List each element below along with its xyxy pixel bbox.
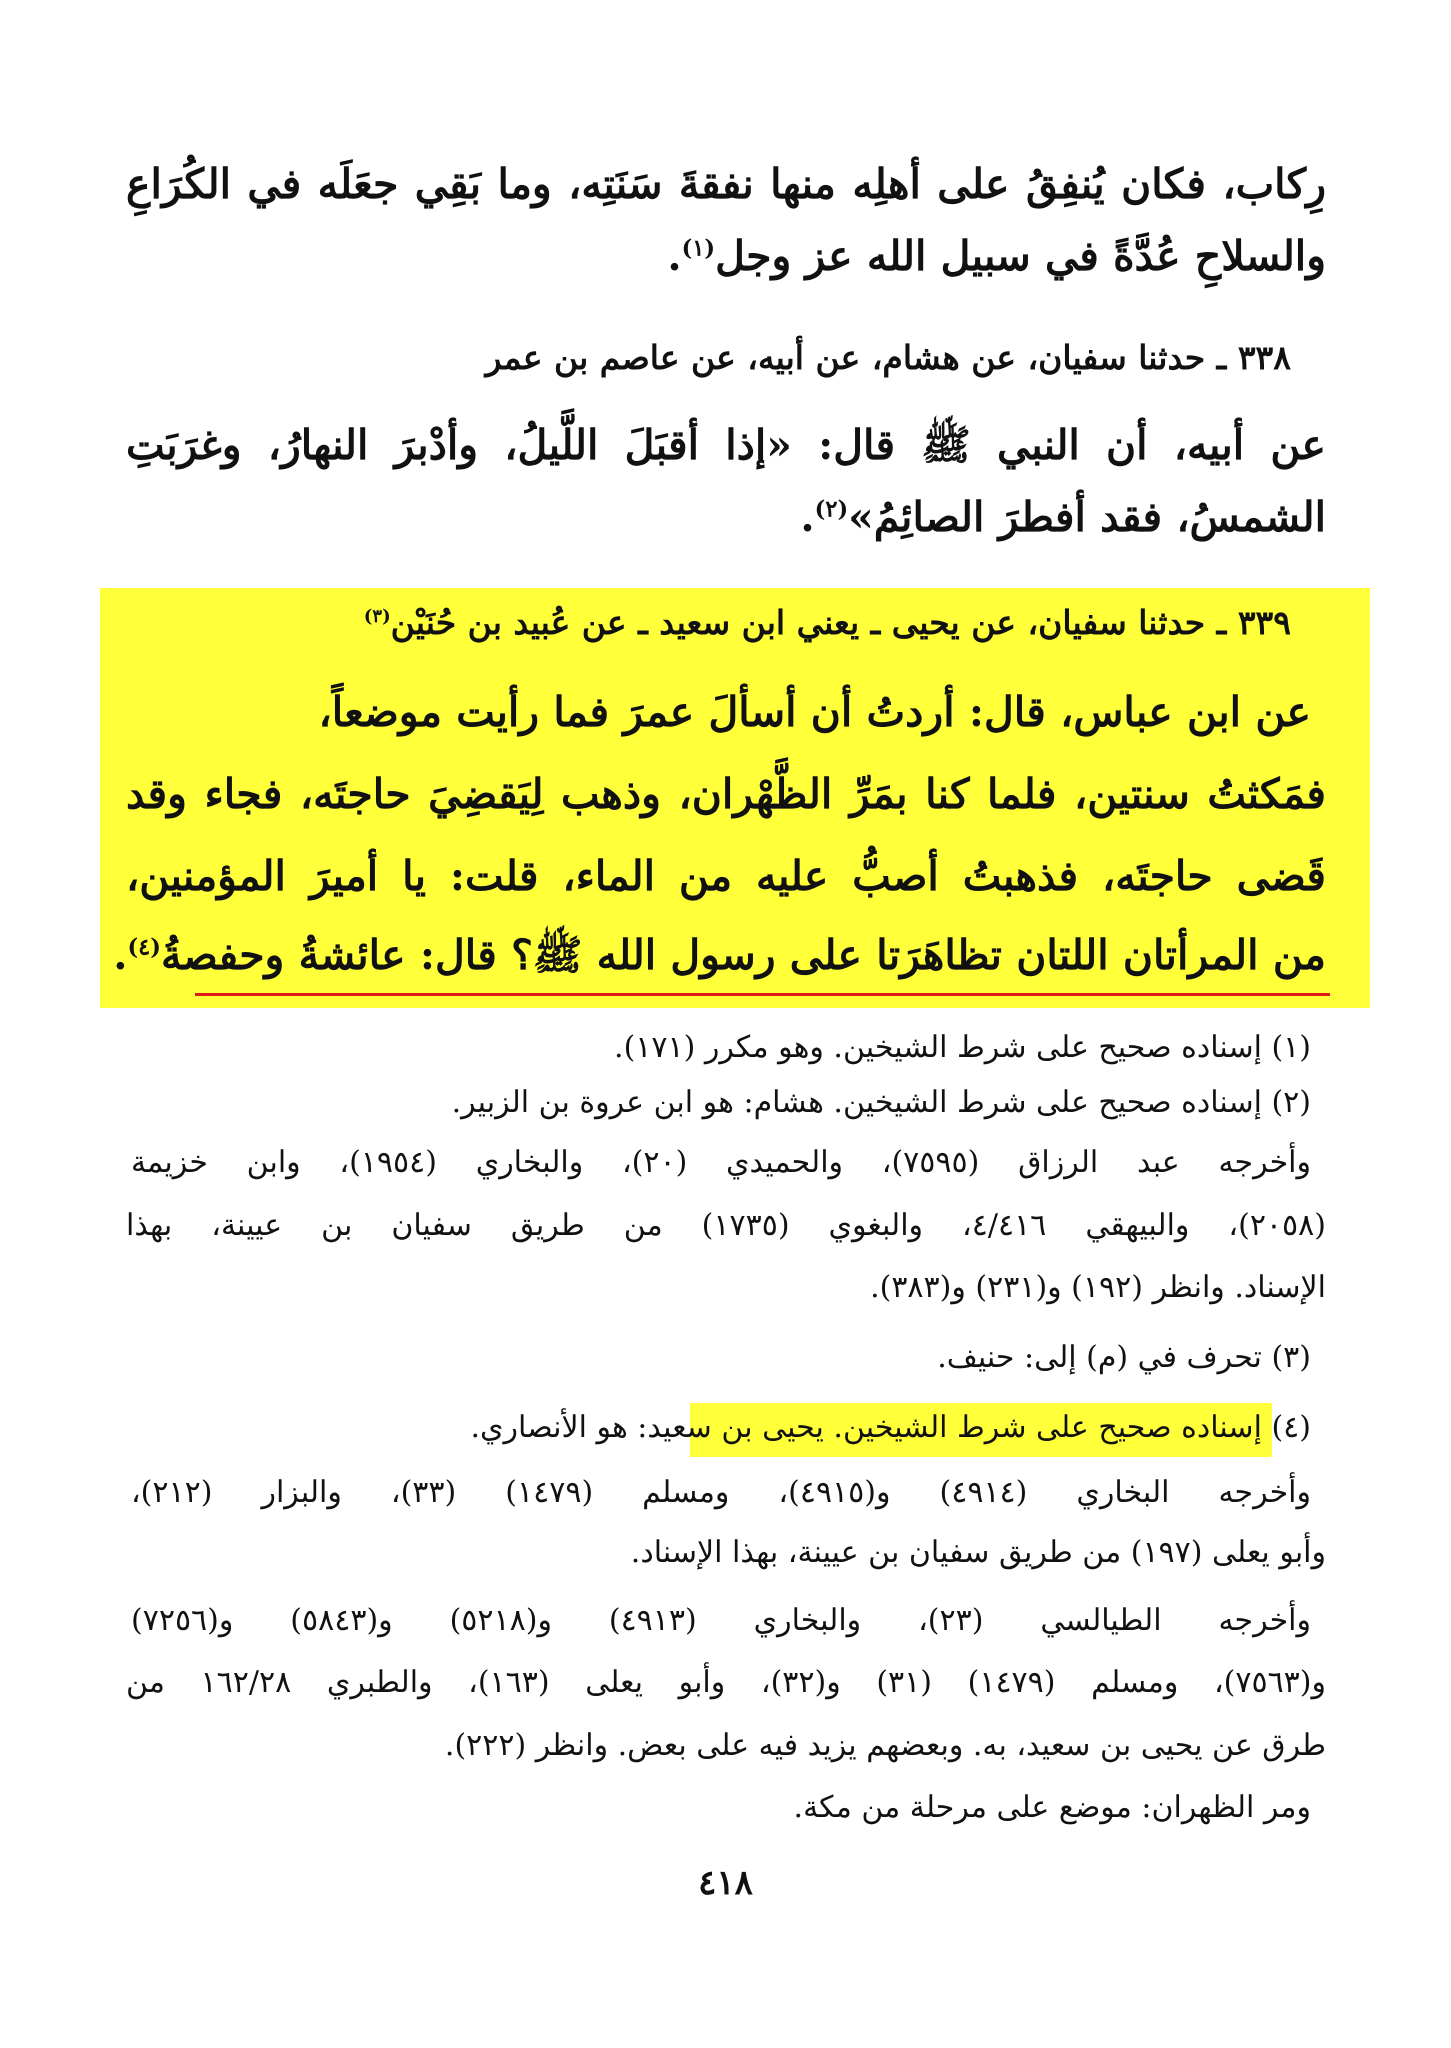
text-span: . (113, 931, 128, 979)
text-line (113, 930, 1326, 990)
footnote-line: ومر الظهران: موضع على مرحلة من مكة. (793, 1790, 1311, 1825)
footnote-ref: (٢) (814, 496, 849, 523)
footnote-ref: (٤) (127, 934, 161, 961)
footnote-1: (١) إسناده صحيح على شرط الشيخين. وهو مكرر (١٧١). (614, 1030, 1311, 1065)
text-line: عن أبيه، أن النبي ﷺ قال: «إذا أقبَلَ اللَّيلُ، وأدْبرَ النهارُ، وغرَبَتِ (126, 421, 1326, 469)
footnote-line: (٢٠٥٨)، والبيهقي ٤/٤١٦، والبغوي (١٧٣٥) من طريق سفيان بن عيينة، بهذا (126, 1208, 1326, 1243)
footnote-line: وأخرجه البخاري (٤٩١٤) و(٤٩١٥)، ومسلم (١٤٧٩) (٣٣)، والبزار (٢١٢)، (131, 1475, 1311, 1510)
footnote-line: طرق عن يحيى بن سعيد، به. وبعضهم يزيد فيه على بعض. وانظر (٢٢٢). (444, 1728, 1326, 1763)
footnote-4-highlighted: (٤) إسناده صحيح على شرط الشيخين. (833, 1410, 1311, 1445)
footnote-line: وأبو يعلى (١٩٧) من طريق سفيان بن عيينة، بهذا الإسناد. (630, 1535, 1326, 1570)
hadith-339-heading (91, 603, 1291, 642)
text-span: والسلاحِ عُدَّةً في سبيل الله عز وجل (715, 232, 1326, 280)
footnote-ref: (١) (681, 235, 716, 262)
footnote-line: الإسناد. وانظر (١٩٢) و(٢٣١) و(٣٨٣). (870, 1270, 1326, 1305)
text-line: قَضى حاجتَه، فذهبتُ أصبُّ عليه من الماء، قلت: يا أميرَ المؤمنين، (126, 852, 1326, 900)
page-number: ٤١٨ (698, 1863, 753, 1903)
footnote-4 (111, 1410, 1311, 1445)
text-line: عن ابن عباس، قال: أردتُ أن أسألَ عمرَ فما رأيت موضعاً، (318, 688, 1311, 736)
footnote-line: وأخرجه الطيالسي (٢٣)، والبخاري (٤٩١٣) و(٥٢١٨) و(٥٨٤٣) و(٧٢٥٦) (131, 1603, 1312, 1638)
text-line (126, 493, 1326, 541)
footnote-line: و(٧٥٦٣)، ومسلم (١٤٧٩) (٣١) و(٣٢)، وأبو يعلى (١٦٣)، والطبري ١٦٢/٢٨ من (126, 1665, 1326, 1700)
text-line (126, 232, 1326, 280)
text-span: يحيى بن سعيد: هو الأنصاري. (470, 1410, 824, 1445)
footnote-line: وأخرجه عبد الرزاق (٧٥٩٥)، والحميدي (٢٠)، والبخاري (١٩٥٤)، وابن خزيمة (131, 1145, 1311, 1180)
hadith-338-heading: ٣٣٨ ـ حدثنا سفيان، عن هشام، عن أبيه، عن عاصم بن عمر (485, 338, 1291, 377)
text-span: . (667, 232, 682, 280)
text-span: الشمسُ، فقد أفطرَ الصائِمُ» (848, 493, 1326, 541)
footnote-ref: (٣) (363, 606, 391, 627)
footnote-2: (٢) إسناده صحيح على شرط الشيخين. هشام: هو ابن عروة بن الزبير. (451, 1085, 1311, 1120)
red-underline (195, 993, 1330, 996)
text-line: رِكاب، فكان يُنفِقُ على أهلِه منها نفقةَ سَنَتِه، وما بَقِي جعَلَه في الكُرَاعِ (126, 160, 1326, 208)
footnote-3: (٣) تحرف في (م) إلى: حنيف. (937, 1340, 1311, 1375)
text-span: . (800, 493, 815, 541)
text-span: من المرأتان اللتان تظاهَرَتا على رسول الله ﷺ؟ قال: عائشةُ وحفصةُ (160, 931, 1326, 979)
text-line: فمَكثتُ سنتين، فلما كنا بمَرِّ الظَّهْران، وذهب لِيَقضِيَ حاجتَه، فجاء وقد (126, 770, 1326, 818)
text-span: ٣٣٩ ـ حدثنا سفيان، عن يحيى ـ يعني ابن سعيد ـ عن عُبيد بن حُنَيْن (390, 603, 1291, 642)
